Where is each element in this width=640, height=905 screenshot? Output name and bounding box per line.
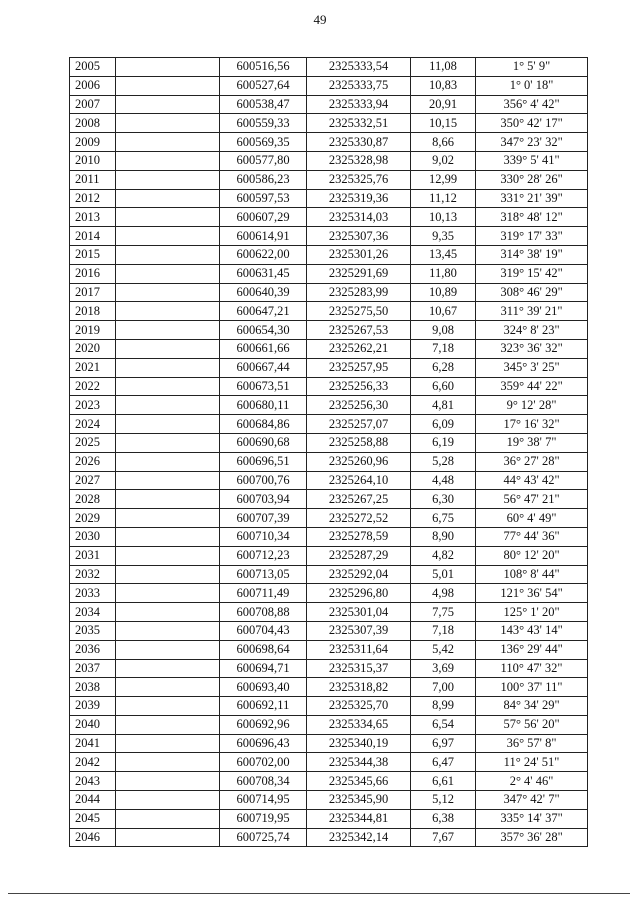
- table-row: [70, 95, 588, 114]
- x-coordinate-cell: 600647,21: [220, 302, 307, 321]
- x-coordinate-cell: 600712,23: [220, 546, 307, 565]
- distance-cell: 9,02: [411, 151, 476, 170]
- table-row: [70, 753, 588, 772]
- distance-cell: 6,97: [411, 734, 476, 753]
- y-coordinate-cell: 2325264,10: [307, 471, 411, 490]
- direction-angle-cell: 9° 12' 28": [476, 396, 588, 415]
- direction-angle-cell: 60° 4' 49": [476, 509, 588, 528]
- point-number-cell: 2007: [70, 95, 116, 114]
- point-number-cell: 2024: [70, 415, 116, 434]
- distance-cell: 6,09: [411, 415, 476, 434]
- table-row: [70, 546, 588, 565]
- distance-cell: 5,28: [411, 452, 476, 471]
- y-coordinate-cell: 2325330,87: [307, 133, 411, 152]
- table-row: [70, 151, 588, 170]
- y-coordinate-cell: 2325296,80: [307, 584, 411, 603]
- distance-cell: 6,38: [411, 809, 476, 828]
- table-row: [70, 227, 588, 246]
- direction-angle-cell: 308° 46' 29": [476, 283, 588, 302]
- blank-cell: [116, 396, 220, 415]
- table-row: [70, 170, 588, 189]
- blank-cell: [116, 490, 220, 509]
- blank-cell: [116, 114, 220, 133]
- distance-cell: 6,28: [411, 358, 476, 377]
- direction-angle-cell: 345° 3' 25": [476, 358, 588, 377]
- y-coordinate-cell: 2325344,38: [307, 753, 411, 772]
- point-number-cell: 2026: [70, 452, 116, 471]
- blank-cell: [116, 678, 220, 697]
- y-coordinate-cell: 2325342,14: [307, 828, 411, 847]
- table-row: [70, 358, 588, 377]
- direction-angle-cell: 311° 39' 21": [476, 302, 588, 321]
- direction-angle-cell: 57° 56' 20": [476, 715, 588, 734]
- blank-cell: [116, 603, 220, 622]
- y-coordinate-cell: 2325301,26: [307, 245, 411, 264]
- point-number-cell: 2023: [70, 396, 116, 415]
- footer-divider: [8, 893, 630, 894]
- point-number-cell: 2044: [70, 791, 116, 810]
- distance-cell: 4,81: [411, 396, 476, 415]
- direction-angle-cell: 318° 48' 12": [476, 208, 588, 227]
- point-number-cell: 2029: [70, 509, 116, 528]
- direction-angle-cell: 357° 36' 28": [476, 828, 588, 847]
- point-number-cell: 2027: [70, 471, 116, 490]
- point-number-cell: 2040: [70, 715, 116, 734]
- point-number-cell: 2012: [70, 189, 116, 208]
- x-coordinate-cell: 600707,39: [220, 509, 307, 528]
- distance-cell: 5,01: [411, 565, 476, 584]
- x-coordinate-cell: 600597,53: [220, 189, 307, 208]
- table-row: [70, 76, 588, 95]
- point-number-cell: 2006: [70, 76, 116, 95]
- table-row: [70, 133, 588, 152]
- blank-cell: [116, 527, 220, 546]
- blank-cell: [116, 640, 220, 659]
- table-row: [70, 565, 588, 584]
- direction-angle-cell: 1° 0' 18": [476, 76, 588, 95]
- x-coordinate-cell: 600673,51: [220, 377, 307, 396]
- distance-cell: 11,12: [411, 189, 476, 208]
- point-number-cell: 2041: [70, 734, 116, 753]
- x-coordinate-cell: 600714,95: [220, 791, 307, 810]
- distance-cell: 8,99: [411, 697, 476, 716]
- distance-cell: 11,80: [411, 264, 476, 283]
- blank-cell: [116, 358, 220, 377]
- y-coordinate-cell: 2325291,69: [307, 264, 411, 283]
- blank-cell: [116, 697, 220, 716]
- blank-cell: [116, 509, 220, 528]
- table-row: [70, 828, 588, 847]
- distance-cell: 10,83: [411, 76, 476, 95]
- y-coordinate-cell: 2325345,90: [307, 791, 411, 810]
- x-coordinate-cell: 600692,11: [220, 697, 307, 716]
- table-row: [70, 245, 588, 264]
- y-coordinate-cell: 2325275,50: [307, 302, 411, 321]
- y-coordinate-cell: 2325333,75: [307, 76, 411, 95]
- point-number-cell: 2034: [70, 603, 116, 622]
- table-row: [70, 283, 588, 302]
- direction-angle-cell: 121° 36' 54": [476, 584, 588, 603]
- direction-angle-cell: 77° 44' 36": [476, 527, 588, 546]
- table-row: [70, 377, 588, 396]
- table-row: [70, 415, 588, 434]
- x-coordinate-cell: 600704,43: [220, 621, 307, 640]
- x-coordinate-cell: 600654,30: [220, 321, 307, 340]
- x-coordinate-cell: 600713,05: [220, 565, 307, 584]
- direction-angle-cell: 324° 8' 23": [476, 321, 588, 340]
- y-coordinate-cell: 2325340,19: [307, 734, 411, 753]
- point-number-cell: 2035: [70, 621, 116, 640]
- distance-cell: 7,18: [411, 621, 476, 640]
- x-coordinate-cell: 600614,91: [220, 227, 307, 246]
- point-number-cell: 2028: [70, 490, 116, 509]
- x-coordinate-cell: 600538,47: [220, 95, 307, 114]
- table-row: [70, 58, 588, 77]
- distance-cell: 9,35: [411, 227, 476, 246]
- direction-angle-cell: 136° 29' 44": [476, 640, 588, 659]
- table-row: [70, 114, 588, 133]
- x-coordinate-cell: 600631,45: [220, 264, 307, 283]
- direction-angle-cell: 100° 37' 11": [476, 678, 588, 697]
- table-row: [70, 189, 588, 208]
- direction-angle-cell: 19° 38' 7": [476, 433, 588, 452]
- point-number-cell: 2037: [70, 659, 116, 678]
- blank-cell: [116, 283, 220, 302]
- point-number-cell: 2042: [70, 753, 116, 772]
- distance-cell: 10,67: [411, 302, 476, 321]
- y-coordinate-cell: 2325267,25: [307, 490, 411, 509]
- x-coordinate-cell: 600586,23: [220, 170, 307, 189]
- direction-angle-cell: 2° 4' 46": [476, 772, 588, 791]
- point-number-cell: 2036: [70, 640, 116, 659]
- x-coordinate-cell: 600516,56: [220, 58, 307, 77]
- blank-cell: [116, 791, 220, 810]
- distance-cell: 4,48: [411, 471, 476, 490]
- y-coordinate-cell: 2325257,07: [307, 415, 411, 434]
- y-coordinate-cell: 2325256,30: [307, 396, 411, 415]
- blank-cell: [116, 170, 220, 189]
- blank-cell: [116, 151, 220, 170]
- distance-cell: 10,89: [411, 283, 476, 302]
- blank-cell: [116, 753, 220, 772]
- distance-cell: 7,18: [411, 339, 476, 358]
- direction-angle-cell: 1° 5' 9": [476, 58, 588, 77]
- x-coordinate-cell: 600696,51: [220, 452, 307, 471]
- direction-angle-cell: 110° 47' 32": [476, 659, 588, 678]
- table-row: [70, 809, 588, 828]
- table-row: [70, 734, 588, 753]
- y-coordinate-cell: 2325307,39: [307, 621, 411, 640]
- distance-cell: 6,60: [411, 377, 476, 396]
- point-number-cell: 2038: [70, 678, 116, 697]
- distance-cell: 7,67: [411, 828, 476, 847]
- point-number-cell: 2010: [70, 151, 116, 170]
- direction-angle-cell: 335° 14' 37": [476, 809, 588, 828]
- x-coordinate-cell: 600708,88: [220, 603, 307, 622]
- distance-cell: 6,54: [411, 715, 476, 734]
- direction-angle-cell: 80° 12' 20": [476, 546, 588, 565]
- direction-angle-cell: 108° 8' 44": [476, 565, 588, 584]
- blank-cell: [116, 809, 220, 828]
- blank-cell: [116, 58, 220, 77]
- x-coordinate-cell: 600719,95: [220, 809, 307, 828]
- page-number: 49: [313, 12, 327, 27]
- table-row: [70, 302, 588, 321]
- direction-angle-cell: 319° 17' 33": [476, 227, 588, 246]
- table-row: [70, 697, 588, 716]
- table-row: [70, 208, 588, 227]
- table-row: [70, 603, 588, 622]
- point-number-cell: 2030: [70, 527, 116, 546]
- direction-angle-cell: 331° 21' 39": [476, 189, 588, 208]
- table-row: [70, 584, 588, 603]
- y-coordinate-cell: 2325267,53: [307, 321, 411, 340]
- blank-cell: [116, 715, 220, 734]
- distance-cell: 8,66: [411, 133, 476, 152]
- blank-cell: [116, 264, 220, 283]
- x-coordinate-cell: 600708,34: [220, 772, 307, 791]
- table-row: [70, 396, 588, 415]
- table-row: [70, 490, 588, 509]
- x-coordinate-cell: 600661,66: [220, 339, 307, 358]
- blank-cell: [116, 584, 220, 603]
- y-coordinate-cell: 2325262,21: [307, 339, 411, 358]
- x-coordinate-cell: 600622,00: [220, 245, 307, 264]
- point-number-cell: 2021: [70, 358, 116, 377]
- y-coordinate-cell: 2325345,66: [307, 772, 411, 791]
- point-number-cell: 2017: [70, 283, 116, 302]
- direction-angle-cell: 36° 27' 28": [476, 452, 588, 471]
- y-coordinate-cell: 2325301,04: [307, 603, 411, 622]
- point-number-cell: 2009: [70, 133, 116, 152]
- y-coordinate-cell: 2325278,59: [307, 527, 411, 546]
- x-coordinate-cell: 600607,29: [220, 208, 307, 227]
- y-coordinate-cell: 2325256,33: [307, 377, 411, 396]
- table-row: [70, 772, 588, 791]
- point-number-cell: 2013: [70, 208, 116, 227]
- x-coordinate-cell: 600696,43: [220, 734, 307, 753]
- table-row: [70, 678, 588, 697]
- point-number-cell: 2019: [70, 321, 116, 340]
- x-coordinate-cell: 600527,64: [220, 76, 307, 95]
- table-row: [70, 433, 588, 452]
- direction-angle-cell: 84° 34' 29": [476, 697, 588, 716]
- distance-cell: 10,13: [411, 208, 476, 227]
- distance-cell: 6,61: [411, 772, 476, 791]
- point-number-cell: 2016: [70, 264, 116, 283]
- point-number-cell: 2020: [70, 339, 116, 358]
- y-coordinate-cell: 2325287,29: [307, 546, 411, 565]
- x-coordinate-cell: 600703,94: [220, 490, 307, 509]
- y-coordinate-cell: 2325260,96: [307, 452, 411, 471]
- blank-cell: [116, 452, 220, 471]
- y-coordinate-cell: 2325292,04: [307, 565, 411, 584]
- direction-angle-cell: 323° 36' 32": [476, 339, 588, 358]
- blank-cell: [116, 471, 220, 490]
- distance-cell: 11,08: [411, 58, 476, 77]
- x-coordinate-cell: 600710,34: [220, 527, 307, 546]
- y-coordinate-cell: 2325325,76: [307, 170, 411, 189]
- direction-angle-cell: 339° 5' 41": [476, 151, 588, 170]
- x-coordinate-cell: 600692,96: [220, 715, 307, 734]
- x-coordinate-cell: 600725,74: [220, 828, 307, 847]
- point-number-cell: 2033: [70, 584, 116, 603]
- distance-cell: 13,45: [411, 245, 476, 264]
- blank-cell: [116, 208, 220, 227]
- y-coordinate-cell: 2325315,37: [307, 659, 411, 678]
- point-number-cell: 2011: [70, 170, 116, 189]
- point-number-cell: 2039: [70, 697, 116, 716]
- point-number-cell: 2025: [70, 433, 116, 452]
- distance-cell: 6,30: [411, 490, 476, 509]
- blank-cell: [116, 95, 220, 114]
- direction-angle-cell: 350° 42' 17": [476, 114, 588, 133]
- y-coordinate-cell: 2325333,94: [307, 95, 411, 114]
- blank-cell: [116, 621, 220, 640]
- y-coordinate-cell: 2325257,95: [307, 358, 411, 377]
- distance-cell: 6,75: [411, 509, 476, 528]
- point-number-cell: 2018: [70, 302, 116, 321]
- direction-angle-cell: 11° 24' 51": [476, 753, 588, 772]
- distance-cell: 7,75: [411, 603, 476, 622]
- distance-cell: 10,15: [411, 114, 476, 133]
- point-number-cell: 2032: [70, 565, 116, 584]
- x-coordinate-cell: 600680,11: [220, 396, 307, 415]
- blank-cell: [116, 377, 220, 396]
- direction-angle-cell: 356° 4' 42": [476, 95, 588, 114]
- blank-cell: [116, 227, 220, 246]
- x-coordinate-cell: 600711,49: [220, 584, 307, 603]
- blank-cell: [116, 302, 220, 321]
- y-coordinate-cell: 2325272,52: [307, 509, 411, 528]
- blank-cell: [116, 734, 220, 753]
- y-coordinate-cell: 2325319,36: [307, 189, 411, 208]
- direction-angle-cell: 347° 23' 32": [476, 133, 588, 152]
- x-coordinate-cell: 600640,39: [220, 283, 307, 302]
- blank-cell: [116, 415, 220, 434]
- distance-cell: 4,98: [411, 584, 476, 603]
- x-coordinate-cell: 600694,71: [220, 659, 307, 678]
- y-coordinate-cell: 2325311,64: [307, 640, 411, 659]
- point-number-cell: 2014: [70, 227, 116, 246]
- distance-cell: 12,99: [411, 170, 476, 189]
- distance-cell: 4,82: [411, 546, 476, 565]
- direction-angle-cell: 330° 28' 26": [476, 170, 588, 189]
- x-coordinate-cell: 600698,64: [220, 640, 307, 659]
- table-row: [70, 471, 588, 490]
- x-coordinate-cell: 600690,68: [220, 433, 307, 452]
- table-row: [70, 339, 588, 358]
- direction-angle-cell: 56° 47' 21": [476, 490, 588, 509]
- y-coordinate-cell: 2325344,81: [307, 809, 411, 828]
- blank-cell: [116, 433, 220, 452]
- table-row: [70, 715, 588, 734]
- table-row: [70, 659, 588, 678]
- distance-cell: 7,00: [411, 678, 476, 697]
- x-coordinate-cell: 600577,80: [220, 151, 307, 170]
- x-coordinate-cell: 600700,76: [220, 471, 307, 490]
- x-coordinate-cell: 600569,35: [220, 133, 307, 152]
- distance-cell: 5,42: [411, 640, 476, 659]
- direction-angle-cell: 347° 42' 7": [476, 791, 588, 810]
- distance-cell: 3,69: [411, 659, 476, 678]
- direction-angle-cell: 314° 38' 19": [476, 245, 588, 264]
- blank-cell: [116, 76, 220, 95]
- blank-cell: [116, 339, 220, 358]
- y-coordinate-cell: 2325318,82: [307, 678, 411, 697]
- direction-angle-cell: 359° 44' 22": [476, 377, 588, 396]
- point-number-cell: 2046: [70, 828, 116, 847]
- blank-cell: [116, 189, 220, 208]
- distance-cell: 6,19: [411, 433, 476, 452]
- x-coordinate-cell: 600559,33: [220, 114, 307, 133]
- x-coordinate-cell: 600667,44: [220, 358, 307, 377]
- direction-angle-cell: 36° 57' 8": [476, 734, 588, 753]
- direction-angle-cell: 17° 16' 32": [476, 415, 588, 434]
- distance-cell: 20,91: [411, 95, 476, 114]
- y-coordinate-cell: 2325325,70: [307, 697, 411, 716]
- point-number-cell: 2043: [70, 772, 116, 791]
- direction-angle-cell: 125° 1' 20": [476, 603, 588, 622]
- direction-angle-cell: 44° 43' 42": [476, 471, 588, 490]
- table-row: [70, 452, 588, 471]
- distance-cell: 6,47: [411, 753, 476, 772]
- y-coordinate-cell: 2325332,51: [307, 114, 411, 133]
- blank-cell: [116, 772, 220, 791]
- table-row: [70, 264, 588, 283]
- blank-cell: [116, 546, 220, 565]
- y-coordinate-cell: 2325314,03: [307, 208, 411, 227]
- table-body: [70, 58, 588, 847]
- direction-angle-cell: 319° 15' 42": [476, 264, 588, 283]
- distance-cell: 8,90: [411, 527, 476, 546]
- table-row: [70, 527, 588, 546]
- point-number-cell: 2005: [70, 58, 116, 77]
- point-number-cell: 2045: [70, 809, 116, 828]
- y-coordinate-cell: 2325334,65: [307, 715, 411, 734]
- table-row: [70, 791, 588, 810]
- point-number-cell: 2008: [70, 114, 116, 133]
- table-row: [70, 621, 588, 640]
- y-coordinate-cell: 2325328,98: [307, 151, 411, 170]
- blank-cell: [116, 659, 220, 678]
- distance-cell: 5,12: [411, 791, 476, 810]
- y-coordinate-cell: 2325283,99: [307, 283, 411, 302]
- x-coordinate-cell: 600684,86: [220, 415, 307, 434]
- table-row: [70, 509, 588, 528]
- y-coordinate-cell: 2325307,36: [307, 227, 411, 246]
- y-coordinate-cell: 2325258,88: [307, 433, 411, 452]
- distance-cell: 9,08: [411, 321, 476, 340]
- table-row: [70, 321, 588, 340]
- x-coordinate-cell: 600702,00: [220, 753, 307, 772]
- point-number-cell: 2031: [70, 546, 116, 565]
- x-coordinate-cell: 600693,40: [220, 678, 307, 697]
- y-coordinate-cell: 2325333,54: [307, 58, 411, 77]
- blank-cell: [116, 565, 220, 584]
- table-row: [70, 640, 588, 659]
- direction-angle-cell: 143° 43' 14": [476, 621, 588, 640]
- blank-cell: [116, 321, 220, 340]
- blank-cell: [116, 133, 220, 152]
- point-number-cell: 2022: [70, 377, 116, 396]
- blank-cell: [116, 828, 220, 847]
- coordinates-table: [69, 57, 588, 847]
- blank-cell: [116, 245, 220, 264]
- point-number-cell: 2015: [70, 245, 116, 264]
